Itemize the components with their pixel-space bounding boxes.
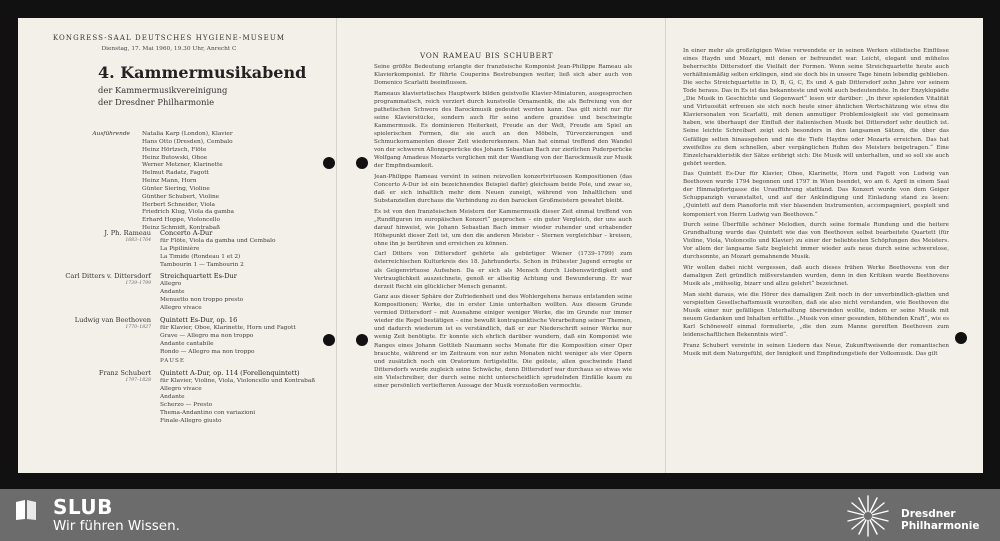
composer-dates: 1797–1828 bbox=[125, 378, 151, 383]
punch-hole bbox=[356, 157, 368, 169]
essay-paragraph: In einer mehr als großzügigen Weise verwendete er in seinen Werken stilistische Einflüsse eines Haydn und Mozart, mit denen er befreundet war. Leicht, elegant und mühelos beherrschte Dittersdorf die Vielfalt der Formen. Wenn seine Streichquartette heute auch verhältnismäßig selten erklingen, sind sie doch bis in unsere Tage hinein lebendig geblieben. Die sechs Streichquartette in D, B, G, C, Es und A gab Dittersdorf zehn Jahre vor seinem Tode heraus. Das in Es ist das bekannteste und wohl auch bedeutendste. In der Enzyklopädie „Die Musik in Geschichte und Gegenwart“ lesen wir darüber: „In ihrer spielenden Vitalität und Virtuosität erfreuen sie sich noch heute einer ähnlichen Wertschätzung wie etwa die Klaviersonaten von Scarlatti, mit denen anmutiger Problemlosigkeit sie viel gemeinsam haben, wie überhaupt der Einfluß der italienischen Musik bei Dittersdorf sehr deutlich ist. Seine leichte Schreibart zeigt sich besonders in den langsamen Sätzen, die über das Gefällige selten hinausgehen und nie die Tiefe Haydns oder Mozarts erreichen. Das hat zweifellos zu dem schnellen, aber vergänglichen Ruhm des Meisters beigetragen.“ Eine Einzelcharakteristik der Sätze erübrigt sich: Die Musik will unterhalten, und so soll sie auch gehört werden. bbox=[683, 48, 949, 167]
essay-paragraph: Man sieht daraus, wie die Hörer des damaligen Zeit noch in der unverbindlich-glatten und verspielten Gesellschaftsmusik wurzelten, daß sie also nicht verstanden, wie Beethoven die Musik einer nur gefälligen Unterhaltung überwinden wollte, indem er seine Musik mit neuem Gedanken und Inhalten erfüllte. „Musik von einer gesunden, blühenden Kraft“, wie es Karl Schönewolf einmal formulierte, „die den zum Manne gereiften Beethoven zum leidenschaftlichen Bekenntnis wird“. bbox=[683, 291, 949, 338]
essay-paragraph: Durch seine Überfülle schöner Melodien, durch seine formale Rundung und die heitere Grundhaltung wurde das Quintett wie das von Beethoven selbst bearbeitete Quartett (für Violine, Viola, Violoncello und Klavier) zu einer der beliebtesten Schöpfungen des Meisters. Vor allem der langsame Satz begleicht immer wieder aufs neue durch seine schwerelose, durchsonnte, an Mozart gemahnende Musik. bbox=[683, 222, 949, 261]
composer-dates: 1739–1799 bbox=[125, 281, 151, 286]
subtitle-line: der Dresdner Philharmonie bbox=[98, 97, 215, 107]
essay-title: VON RAMEAU BIS SCHUBERT bbox=[420, 51, 554, 60]
punch-hole bbox=[323, 334, 335, 346]
work-title: Concerto A-Dur bbox=[160, 229, 213, 237]
performer: Heinz Butowski, Oboe bbox=[142, 154, 208, 161]
composer: Carl Ditters v. Dittersdorf bbox=[65, 272, 151, 280]
intermission-label: PAUSE bbox=[160, 358, 185, 364]
essay-paragraph: Das Quintett Es-Dur für Klavier, Oboe, Klarinette, Horn und Fagott von Ludwig van Beethoven wurde 1794 begonnen und 1797 in Wien beendet, wo am 6. April in einem Saal der Hinmalpfortgasse die Uraufführung stattfand. Das Konzert wurde von dem Geiger Schuppanzigh veranstaltet, und auf der Ankündigung und Einladung stand zu lesen: „Quintett auf dem Pianoforte mit vier blasenden Instrumenten, accompagniert, gespielt und komponiert von Herrn Ludwig van Beethoven.“ bbox=[683, 171, 949, 218]
essay-column-middle bbox=[374, 63, 632, 431]
performer: Helmut Radatz, Fagott bbox=[142, 170, 209, 177]
philharmonie-sunburst-icon bbox=[845, 493, 891, 539]
performer: Heinz Hörtzsch, Flöte bbox=[142, 146, 207, 153]
essay-paragraph: Seine größte Bedeutung erlangte der französische Komponist Jean-Philippe Rameau als Klavierkomponist. Er führte Couperins Bestrebungen weiter, ließ sich aber auch von Domenico Scarlatti beeinflussen. bbox=[374, 64, 632, 87]
movement: Andante bbox=[160, 393, 185, 400]
composer: Ludwig van Beethoven bbox=[74, 316, 151, 324]
work-movements bbox=[160, 325, 296, 357]
fold-line bbox=[665, 18, 666, 473]
performer: Heinz Mann, Horn bbox=[142, 178, 197, 185]
slub-book-icon bbox=[14, 499, 38, 521]
essay-paragraph: Carl Ditters von Dittersdorf gehörte als gebürtiger Wiener (1739–1799) zum österreichischen Kulturkreis des 18. Jahrhunderts. Schon in frühester Jugend erregte er als Geigenvirtuose Aufsehen. Da er sich als Mensch durch Liebenswürdigkeit und Vertrauglichkeit auszeichnete, genoß er allseitig Achtung und Bewunderung. Er war derzeit Recht ein glücklicher Mensch genannt. bbox=[374, 251, 632, 290]
work-title: Quintett Es-Dur, op. 16 bbox=[160, 316, 238, 324]
performer: Friedrich Klug, Viola da gamba bbox=[142, 209, 234, 216]
work-movements bbox=[160, 378, 315, 425]
movement: Andante cantabile bbox=[160, 340, 214, 347]
movement: Scherzo — Presto bbox=[160, 401, 213, 408]
movement: für Klavier, Violine, Viola, Violoncello und Kontrabaß bbox=[160, 378, 316, 384]
performers-label: Ausführende bbox=[92, 131, 130, 137]
movement: Grave — Allegro ma non troppo bbox=[160, 332, 254, 339]
essay-paragraph: Jean-Philippe Rameau vereint in seinen reizvollen konzertvirtuosen Kompositionen (das Concerto A-Dur ist ein bezeichnendes Beispiel dafür) gleichsam beide Pole, und zwar so, daß er sich inhaltlich mehr dem Neuen zuneigt, während von Inhaltlichen und Substanziellen durchaus die Verbindung zu den barocken Großmeistern gewahrt bleibt. bbox=[374, 173, 632, 204]
essay-paragraph: Franz Schubert vereinte in seinen Liedern das Neue, Zukunftweisende der romantischen Musik mit dem Naturgefühl, der Innigkeit und Empfindungstiefe der Volksmusik. Das gilt bbox=[683, 342, 949, 357]
essay-paragraph: Es ist von den französischen Meistern der Kammermusik dieser Zeit einmal treffend von „Rundfiguren im europäischen Konzert“ gesprochen – ein guter Vergleich, der uns auch darauf hinweist, wie Johann Sebastian Bach immer wieder ruhender und erhabender Höhepunkt dieser Zeit ist, um den die anderen Meister – Sternen vergleichbar – kreisen, ohne ihn je berühren und erreichen zu können. bbox=[374, 208, 632, 247]
movement: Allegro bbox=[160, 281, 182, 287]
concert-date: Dienstag, 17. Mai 1960, 19.30 Uhr, Anrecht C bbox=[101, 46, 237, 52]
performer: Günther Schubert, Violine bbox=[142, 193, 220, 200]
work-title: Streichquartett Es-Dur bbox=[160, 272, 237, 280]
movement: für Flöte, Viola da gamba und Cembalo bbox=[160, 238, 276, 244]
performer: Herbert Schneider, Viola bbox=[142, 201, 216, 208]
movement: Thema-Andantino con variazioni bbox=[160, 409, 256, 416]
concert-title: 4. Kammermusikabend bbox=[98, 63, 307, 82]
movement: Allegro vivace bbox=[160, 385, 202, 392]
essay-column-right bbox=[683, 47, 949, 433]
work-movements bbox=[160, 281, 243, 313]
punch-hole bbox=[323, 157, 335, 169]
performer: Heinz Schmidt, Kontrabaß bbox=[142, 225, 220, 232]
performers-list bbox=[142, 131, 234, 233]
essay-paragraph: Wir wollen dabei nicht vergessen, daß auch dieses frühen Werke Beethovens von der damaligen Zeit gründlich mißverstanden wurden, denn in den Kritiken wurde Beethovens Musik als „mühselig, bizarr und allzu gelehrt“ bezeichnet. bbox=[683, 265, 949, 288]
performer: Werner Metzner, Klarinette bbox=[142, 162, 223, 169]
movement: Menuetto non troppo presto bbox=[160, 296, 244, 303]
work-movements bbox=[160, 238, 275, 270]
movement: Allegro vivace bbox=[160, 304, 202, 311]
composer-dates: 1770–1827 bbox=[125, 325, 151, 330]
performer: Natalia Karp (London), Klavier bbox=[142, 131, 233, 137]
movement: für Klavier, Oboe, Klarinette, Horn und Fagott bbox=[160, 325, 296, 331]
performer: Günter Siering, Violine bbox=[142, 185, 210, 192]
composer-dates: 1683–1764 bbox=[125, 238, 151, 243]
subtitle-line: der Kammermusikvereinigung bbox=[98, 85, 228, 95]
movement: Finale-Allegro giusto bbox=[160, 417, 222, 424]
performer: Hans Otto (Dresden), Cembalo bbox=[142, 138, 233, 145]
slub-tagline: Wir führen Wissen. bbox=[53, 518, 180, 534]
essay-paragraph: Rameaus klavieristisches Hauptwerk bilden geistvolle Klavier-Miniaturen, ausgesprochen programmatisch, reich verziert durch kunstvolle Ornamentik, die als Befreiung von der pathetischen Schwere des Barockmusik gedeutet werden kann. Das gilt nicht nur für seine Klavierstücke, sondern auch für seine andere graziöse und beschwingte Kammermusik. Es dominieren Heiterkeit, Freude an der Welt, Freude am Spiel an spielerischen Formen, die sie auch an den Möbeln, Türverzierungen und Schmuckornamenten dieser Zeit wiedererkennen. Man hat einmal treffend den Wandel von der schweren Allongeperücke des Johann Sebastian Bach zur zierlichen Puderperücke Wolfgang Amadeus Mozarts verglichen mit der Wandlung von der Barockmusik zur Musik der Empfindsamkeit. bbox=[374, 90, 632, 170]
composer: J. Ph. Rameau bbox=[104, 229, 151, 237]
punch-hole bbox=[356, 334, 368, 346]
concert-subtitle bbox=[98, 84, 227, 108]
philharmonie-logo-text bbox=[901, 508, 979, 532]
movement: La Pipilinière bbox=[160, 245, 200, 252]
essay-paragraph: Ganz aus dieser Sphäre der Zufriedenheit und des Wohlergehens heraus entstanden seine Kompositionen; Werke, die in erster Linie unterhalten wollten. Aus diesem Grunde vermied Dittersdorf – mit Ausnahme einiger weniger Werke, die im Grunde nur immer wieder die Regel bestätigen – eine bewußt kontrapunktische Verarbeitung seiner Themen, und dadurch wiederum ist es verständlich, daß er zur Niederschrift seiner Werke nur wenig Zeit benötigte. Er konnte sich ehrlich darüber wundern, daß ein Komponist wie Ranges eines Johann Gottlieb Naumann sechs Monate für die Komposition einer Oper brauchte, während er im Zeitraum von nur zehn Monaten nicht weniger als vier Opern und zusätzlich noch ein Oratorium fertigstellte. Die gelöste, allen geschwinde Hand Dittersdorfs wurde zugleich seine Schwäche, denn Dittersdorf war durchaus so etwas wie ein Vielschreiber, der durch seine nicht unterscheidlich sprudelnden Einfälle kaum zu einer persönlich vertiefteren Aussage der Musik vorzustoßen vermochte. bbox=[374, 294, 632, 389]
venue: KONGRESS-SAAL DEUTSCHES HYGIENE-MUSEUM bbox=[52, 34, 286, 42]
partner-name-line: Philharmonie bbox=[901, 520, 980, 532]
partner-name-line: Dresdner bbox=[901, 508, 956, 520]
fold-line bbox=[336, 18, 337, 473]
work-title: Quintett A-Dur, op. 114 (Forellenquintett) bbox=[160, 369, 300, 377]
performer: Erhard Hoppe, Violoncello bbox=[142, 217, 220, 224]
composer: Franz Schubert bbox=[98, 369, 151, 377]
punch-hole bbox=[955, 332, 967, 344]
movement: Andante bbox=[160, 288, 185, 295]
movement: Rondo — Allegro ma non troppo bbox=[160, 348, 255, 355]
movement: La Timide (Rondeau 1 et 2) bbox=[160, 253, 241, 260]
slub-logo-text: SLUB bbox=[53, 495, 113, 519]
movement: Tambourin 1 — Tambourin 2 bbox=[160, 261, 244, 268]
